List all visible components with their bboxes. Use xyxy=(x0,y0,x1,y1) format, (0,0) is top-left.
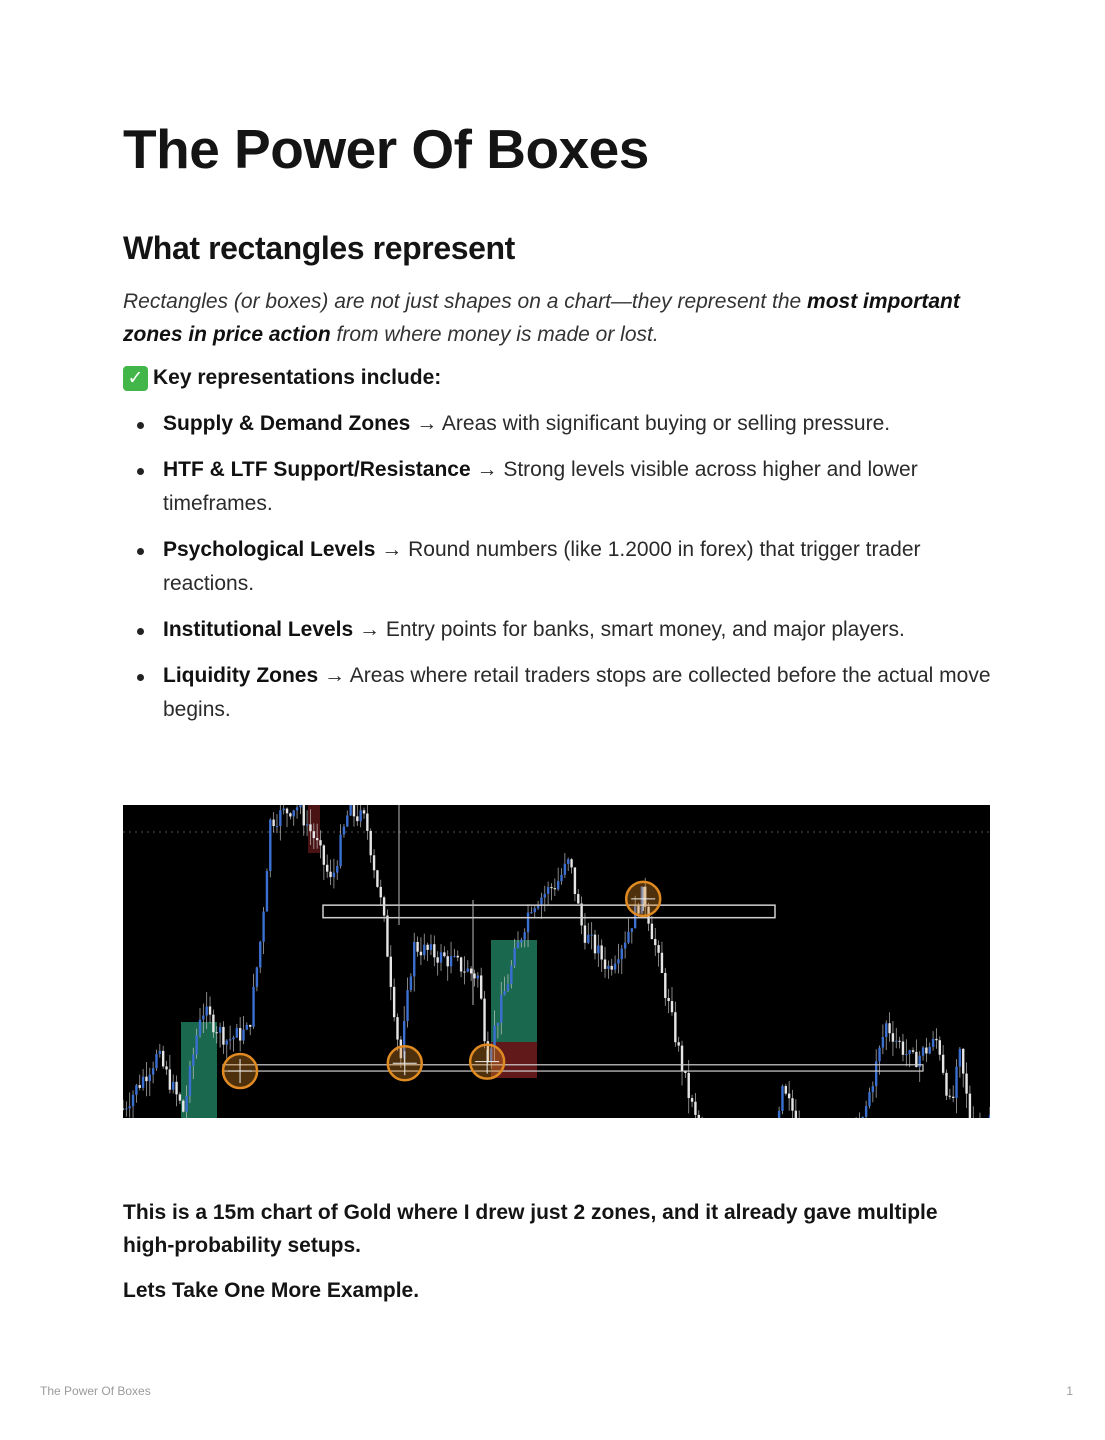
candle-body xyxy=(795,1111,797,1118)
candle-body xyxy=(463,972,465,973)
candle-body xyxy=(286,809,288,814)
candle-body xyxy=(885,1023,887,1037)
candle-body xyxy=(905,1054,907,1055)
candle-body xyxy=(590,935,592,936)
candle-body xyxy=(497,1023,499,1026)
candle-body xyxy=(182,1101,184,1112)
candle-body xyxy=(477,975,479,978)
candle-body xyxy=(279,810,281,826)
candle-body xyxy=(159,1051,161,1054)
candle-body xyxy=(209,1006,211,1014)
candle-body xyxy=(185,1096,187,1112)
candle-body xyxy=(607,966,609,969)
list-item-arrow: → xyxy=(375,538,409,561)
lower-zone-box xyxy=(223,1065,923,1071)
candle-body xyxy=(503,991,505,995)
list-item-arrow: → xyxy=(318,664,350,687)
page-title: The Power Of Boxes xyxy=(123,118,649,180)
candle-body xyxy=(222,1027,224,1045)
candle-body xyxy=(949,1096,951,1097)
candle-body xyxy=(426,945,428,950)
candle-body xyxy=(965,1074,967,1094)
candle-body xyxy=(450,956,452,966)
candle-body xyxy=(554,888,556,889)
candle-body xyxy=(791,1098,793,1110)
candle-body xyxy=(627,932,629,943)
candle-body xyxy=(862,1117,864,1118)
candle-body xyxy=(467,969,469,972)
candle-body xyxy=(326,865,328,872)
candle-body xyxy=(436,957,438,962)
price-chart-svg xyxy=(123,805,990,1118)
candle-body xyxy=(929,1047,931,1054)
candle-body xyxy=(510,966,512,984)
list-item xyxy=(123,533,1003,601)
candle-body xyxy=(366,814,368,831)
candle-body xyxy=(574,867,576,894)
candle-body xyxy=(179,1094,181,1100)
list-item xyxy=(123,407,1003,441)
candle-body xyxy=(483,999,485,1042)
list-item-desc: Areas where retail traders stops are collected before the actual move begins. xyxy=(163,664,991,721)
candle-body xyxy=(560,875,562,881)
list-item-arrow: → xyxy=(410,412,442,435)
candle-body xyxy=(346,815,348,826)
candle-body xyxy=(550,887,552,888)
candle-body xyxy=(614,964,616,970)
candle-body xyxy=(289,813,291,816)
candle-body xyxy=(962,1049,964,1074)
candle-body xyxy=(667,998,669,1001)
section-heading: What rectangles represent xyxy=(123,230,515,266)
candle-body xyxy=(584,925,586,942)
gold-15m-chart-image xyxy=(123,805,990,1118)
list-item-arrow: → xyxy=(470,458,504,481)
candle-body xyxy=(631,928,633,932)
candle-body xyxy=(303,805,305,825)
candle-body xyxy=(580,903,582,925)
candle-body xyxy=(530,912,532,913)
upper-zone-box xyxy=(323,905,775,918)
candle-body xyxy=(969,1094,971,1118)
bullet-dot-icon xyxy=(137,674,144,681)
candle-body xyxy=(216,1032,218,1033)
list-item xyxy=(123,613,1003,647)
candle-body xyxy=(470,969,472,974)
candle-body xyxy=(651,924,653,939)
candle-body xyxy=(152,1068,154,1074)
list-item-term: Institutional Levels xyxy=(163,618,354,641)
candle-body xyxy=(671,1001,673,1012)
candle-body xyxy=(778,1111,780,1118)
candle-body xyxy=(189,1066,191,1096)
candle-body xyxy=(908,1050,910,1054)
bullet-dot-icon xyxy=(137,422,144,429)
candle-body xyxy=(142,1077,144,1088)
candle-body xyxy=(594,935,596,954)
candle-body xyxy=(363,810,365,813)
candle-body xyxy=(785,1086,787,1094)
bullet-dot-icon xyxy=(137,468,144,475)
candle-body xyxy=(564,864,566,875)
candle-body xyxy=(624,943,626,949)
candle-body xyxy=(657,945,659,953)
candle-body xyxy=(353,805,355,816)
list-item-desc: Strong levels visible across higher and lower timeframes. xyxy=(163,458,918,515)
candle-body xyxy=(989,1115,990,1118)
candle-body xyxy=(132,1095,134,1106)
candle-body xyxy=(329,872,331,877)
candle-body xyxy=(410,976,412,990)
candle-body xyxy=(597,945,599,953)
candle-body xyxy=(952,1097,954,1098)
candle-body xyxy=(925,1048,927,1054)
candle-body xyxy=(520,940,522,943)
candle-body xyxy=(674,1012,676,1042)
candle-body xyxy=(396,1017,398,1039)
candle-body xyxy=(872,1086,874,1092)
list-item-desc: Areas with significant buying or selling pressure. xyxy=(441,412,891,435)
candle-body xyxy=(460,957,462,971)
list-item xyxy=(123,659,1003,727)
candle-body xyxy=(262,912,264,942)
next-example-text: Lets Take One More Example. xyxy=(123,1279,420,1302)
candle-body xyxy=(319,840,321,845)
candle-body xyxy=(677,1042,679,1045)
candle-body xyxy=(922,1048,924,1056)
candle-body xyxy=(500,995,502,1023)
candle-body xyxy=(309,824,311,831)
candle-body xyxy=(226,1041,228,1045)
candle-body xyxy=(313,831,315,838)
candle-body xyxy=(242,1030,244,1041)
candle-body xyxy=(567,859,569,864)
candle-body xyxy=(895,1041,897,1042)
candle-body xyxy=(691,1098,693,1102)
candle-body xyxy=(282,809,284,811)
candle-body xyxy=(681,1046,683,1071)
check-mark-icon: ✓ xyxy=(123,366,148,391)
candle-body xyxy=(513,948,515,966)
candle-body xyxy=(420,952,422,956)
candle-body xyxy=(192,1055,194,1066)
candle-body xyxy=(343,827,345,835)
candle-body xyxy=(219,1027,221,1033)
candle-body xyxy=(175,1082,177,1095)
candle-body xyxy=(232,1038,234,1040)
candle-body xyxy=(370,831,372,855)
bullet-dot-icon xyxy=(137,548,144,555)
candle-body xyxy=(945,1073,947,1096)
candle-body xyxy=(865,1106,867,1117)
candle-body xyxy=(537,906,539,908)
intro-text-1: Rectangles (or boxes) are not just shapes on a chart—they represent the xyxy=(123,290,808,313)
candle-body xyxy=(527,912,529,932)
candle-body xyxy=(123,1109,124,1110)
candle-body xyxy=(293,810,295,816)
candle-body xyxy=(935,1039,937,1040)
candle-body xyxy=(276,826,278,827)
candle-body xyxy=(172,1082,174,1090)
candle-body xyxy=(128,1106,130,1108)
candle-body xyxy=(473,973,475,978)
candle-body xyxy=(942,1055,944,1073)
candle-body xyxy=(443,952,445,956)
candle-body xyxy=(882,1037,884,1048)
intro-bold: most important zones in price action xyxy=(123,290,960,346)
candle-body xyxy=(423,945,425,956)
candle-body xyxy=(199,1020,201,1036)
list-item-term: Supply & Demand Zones xyxy=(163,412,411,435)
candle-body xyxy=(195,1035,197,1054)
candle-body xyxy=(339,835,341,867)
candle-body xyxy=(932,1039,934,1047)
candle-body xyxy=(212,1015,214,1033)
candle-body xyxy=(139,1085,141,1088)
list-item-term: Psychological Levels xyxy=(163,538,376,561)
candle-body xyxy=(661,953,663,973)
candle-body xyxy=(547,887,549,894)
candle-body xyxy=(299,805,301,807)
candle-body xyxy=(406,990,408,1021)
candle-body xyxy=(373,855,375,870)
candle-body xyxy=(149,1075,151,1081)
list-item xyxy=(123,453,1003,521)
candle-body xyxy=(266,871,268,912)
key-label-text: Key representations include: xyxy=(153,366,442,389)
candle-body xyxy=(135,1085,137,1095)
candle-body xyxy=(621,949,623,960)
list-item-term: Liquidity Zones xyxy=(163,664,319,687)
candle-body xyxy=(457,956,459,958)
candle-body xyxy=(383,897,385,915)
candle-body xyxy=(557,881,559,889)
candle-body xyxy=(246,1025,248,1030)
candle-body xyxy=(316,838,318,840)
candle-body xyxy=(296,807,298,810)
candle-body xyxy=(698,1115,700,1118)
candle-body xyxy=(604,960,606,969)
candle-body xyxy=(688,1073,690,1098)
candle-body xyxy=(955,1067,957,1098)
candle-body xyxy=(349,805,351,815)
candle-body xyxy=(788,1094,790,1099)
list-item-term: HTF & LTF Support/Resistance xyxy=(163,458,471,481)
candle-body xyxy=(868,1092,870,1106)
list-item-desc: Round numbers (like 1.2000 in forex) that trigger trader reactions. xyxy=(163,538,921,595)
candle-body xyxy=(664,973,666,998)
candle-body xyxy=(202,1016,204,1020)
candle-body xyxy=(306,824,308,825)
candle-body xyxy=(523,932,525,939)
candle-body xyxy=(959,1049,961,1067)
candle-body xyxy=(781,1086,783,1111)
candle-body xyxy=(912,1050,914,1052)
candle-body xyxy=(386,916,388,957)
candle-body xyxy=(323,845,325,864)
candle-body xyxy=(447,956,449,966)
representations-list xyxy=(123,407,1003,739)
candle-body xyxy=(359,810,361,821)
candle-body xyxy=(430,944,432,950)
intro-paragraph xyxy=(123,285,983,351)
candle-body xyxy=(611,966,613,970)
candle-body xyxy=(416,942,418,952)
intro-text-2: from where money is made or lost. xyxy=(330,323,659,346)
candle-body xyxy=(440,952,442,962)
candle-body xyxy=(272,820,274,826)
candle-body xyxy=(570,859,572,867)
candle-body xyxy=(162,1051,164,1066)
candle-body xyxy=(390,957,392,987)
bullet-dot-icon xyxy=(137,628,144,635)
candle-body xyxy=(517,942,519,948)
candle-body xyxy=(617,959,619,963)
candle-body xyxy=(252,987,254,1027)
candle-body xyxy=(413,942,415,976)
candle-body xyxy=(145,1077,147,1081)
candle-body xyxy=(229,1039,231,1040)
key-representations-label xyxy=(123,362,441,394)
candle-body xyxy=(249,1025,251,1027)
chart-caption: This is a 15m chart of Gold where I drew just 2 zones, and it already gave multiple high-probability setups. xyxy=(123,1201,938,1257)
candle-body xyxy=(939,1040,941,1055)
candle-body xyxy=(380,887,382,897)
candle-body xyxy=(336,866,338,873)
candle-body xyxy=(165,1066,167,1069)
candle-body xyxy=(205,1006,207,1015)
candle-body xyxy=(480,975,482,998)
candle-body xyxy=(507,984,509,991)
candle-body xyxy=(125,1108,127,1109)
candle-body xyxy=(333,873,335,877)
candle-body xyxy=(654,939,656,945)
candle-body xyxy=(356,816,358,821)
list-item-arrow: → xyxy=(353,618,386,641)
candle-body xyxy=(256,967,258,986)
candle-body xyxy=(544,894,546,898)
footer-page-number: 1 xyxy=(1066,1384,1073,1398)
candle-body xyxy=(433,944,435,957)
candle-body xyxy=(902,1042,904,1055)
candle-body xyxy=(269,820,271,871)
candle-body xyxy=(169,1069,171,1089)
candle-body xyxy=(236,1028,238,1037)
candle-body xyxy=(155,1054,157,1068)
candle-body xyxy=(600,945,602,959)
candle-body xyxy=(453,956,455,957)
candle-body xyxy=(892,1033,894,1041)
candle-body xyxy=(694,1102,696,1115)
candle-body xyxy=(239,1028,241,1040)
candle-body xyxy=(878,1048,880,1062)
candle-body xyxy=(259,942,261,968)
candle-body xyxy=(577,894,579,903)
candle-body xyxy=(376,870,378,887)
candle-body xyxy=(888,1023,890,1033)
candle-body xyxy=(898,1041,900,1042)
candle-body xyxy=(393,987,395,1017)
list-item-desc: Entry points for banks, smart money, and major players. xyxy=(385,618,905,641)
candle-body xyxy=(534,908,536,912)
footer-doc-title: The Power Of Boxes xyxy=(40,1384,151,1398)
candle-body xyxy=(587,935,589,943)
